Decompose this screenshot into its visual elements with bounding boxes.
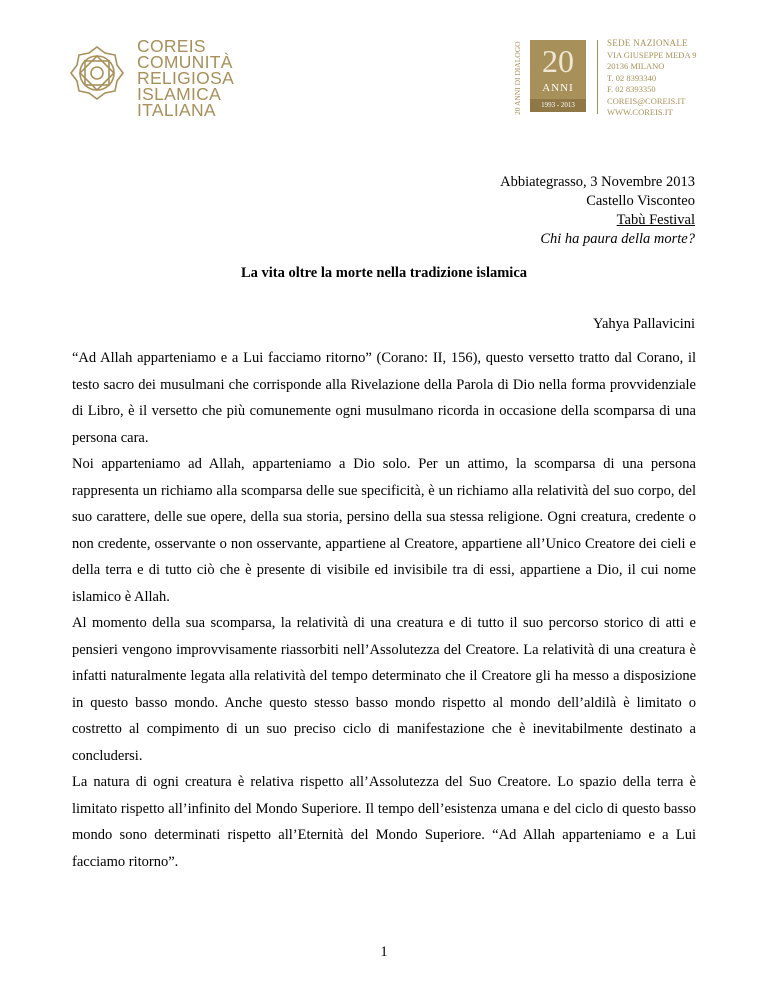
contact-block xyxy=(607,38,767,119)
document-title: La vita oltre la morte nella tradizione islamica xyxy=(240,265,528,281)
contact-line: VIA GIUSEPPE MEDA 9 xyxy=(607,49,697,60)
place-date: Abbiategrasso, 3 Novembre 2013 xyxy=(500,174,695,190)
org-line: COREIS xyxy=(137,36,206,56)
paragraph: Noi apparteniamo ad Allah, apparteniamo a Dio solo. Per un attimo, la scomparsa di una persona rappresenta un richiamo alla scomparsa delle sue specificità, è un richiamo alla relatività del suo corpo, del suo carattere, delle sue opere, della sua storia, persino della sua stessa religione. Ogni creatura, credente o non credente, osservante o non osservante, appartiene al Creatore, appartiene all’Unico Creatore dei cieli e della terra e di tutto ciò che è presente di visibile ed invisibile tra di essi, appartiene a Dio, il cui nome islamico è Allah. xyxy=(72,456,696,605)
letterhead xyxy=(0,0,768,130)
contact-line: T. 02 8393340 xyxy=(607,72,657,83)
anniversary-badge xyxy=(530,40,586,112)
contact-line: 20136 MILANO xyxy=(607,61,665,71)
event-title: Chi ha paura della morte? xyxy=(540,231,695,247)
anniversary-years: 1993 - 2013 xyxy=(530,99,586,112)
anniversary-label: ANNI xyxy=(542,82,574,94)
page-number: 1 xyxy=(380,944,388,960)
coreis-emblem-icon xyxy=(68,44,126,102)
anniversary-number: 20 xyxy=(542,43,574,79)
contact-title: SEDE NAZIONALE xyxy=(607,38,688,48)
organization-name xyxy=(137,38,234,118)
festival-name: Tabù Festival xyxy=(616,212,695,228)
venue: Castello Visconteo xyxy=(586,193,695,209)
paragraph: La natura di ogni creatura è relativa rispetto all’Assolutezza del Suo Creatore. Lo spazio della terra è limitato rispetto all’infinito del Mondo Superiore. Il tempo dell’esistenza umana e del ciclo di questo basso mondo sono determinati rispetto all’Eternità del Mondo Superiore. “Ad Allah apparteniamo e a Lui facciamo ritorno”. xyxy=(72,774,696,870)
org-line: COMUNITÀ xyxy=(137,52,233,72)
anniversary-vertical-text: 20 ANNI DI DIALOGO xyxy=(513,41,522,115)
contact-website[interactable]: WWW.COREIS.IT xyxy=(607,107,673,117)
author-name: Yahya Pallavicini xyxy=(592,316,695,332)
paragraph: “Ad Allah apparteniamo e a Lui facciamo ritorno” (Corano: II, 156), questo versetto tratto dal Corano, il testo sacro dei musulmani che corrisponde alla Rivelazione della Parola di Dio nella forma provvidenziale di Libro, è il versetto che più comunemente ogni musulmano ricorda in occasione della scomparsa di una persona cara. xyxy=(72,350,696,446)
org-line: ISLAMICA xyxy=(137,84,222,104)
org-line: RELIGIOSA xyxy=(137,68,235,88)
contact-line: F. 02 8393350 xyxy=(607,84,656,94)
contact-email[interactable]: COREIS@COREIS.IT xyxy=(607,95,686,106)
header-divider xyxy=(597,40,598,114)
event-meta xyxy=(500,173,695,249)
org-line: ITALIANA xyxy=(137,100,216,120)
body-text xyxy=(72,345,696,875)
paragraph: Al momento della sua scomparsa, la relatività di una creatura e di tutto il suo percorso storico di atti e pensieri vengono improvvisamente riassorbiti nell’Assolutezza del Creatore. La relatività di una creatura è infatti naturalmente legata alla relatività del tempo determinato che il Creatore gli ha messo a disposizione in questo basso mondo. Anche questo stesso basso mondo rispetto al mondo dell’aldilà è limitato o costretto al compimento di un suo preciso ciclo di manifestazione che è inevitabilmente destinato a concludersi. xyxy=(72,615,696,764)
